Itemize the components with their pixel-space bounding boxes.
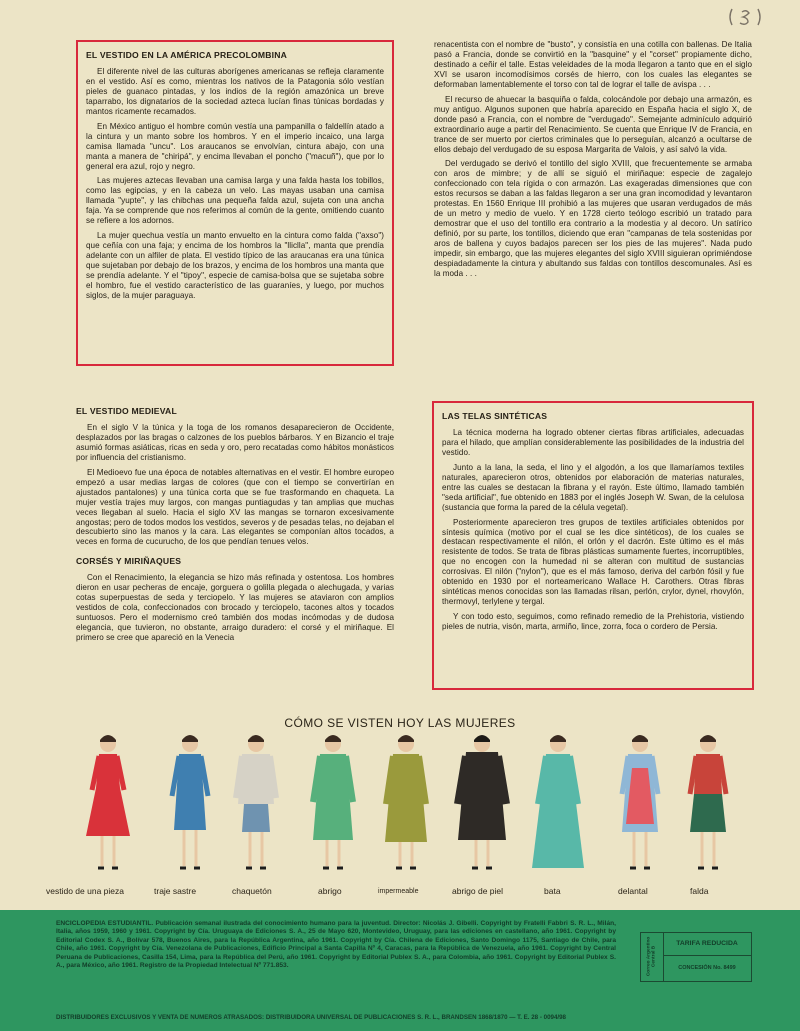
woman-raincoat-illustration <box>378 728 434 878</box>
caption-abrigo: abrigo <box>318 886 342 896</box>
paragraph: El diferente nivel de las culturas aborígenes americanas se refleja claramente en el vestido. Así es como, mientras los nativos de la Patagonia sólo vestían pieles de guanaco pintadas, y los indios de la región amazónica un breve taparrabo, los dignatarios de la sociedad azteca lucían finas túnicas bordadas y mantos ricamente recamados. <box>86 66 384 116</box>
caption-vestido: vestido de una pieza <box>46 886 124 896</box>
fill-dress <box>86 754 130 836</box>
caption-delantal: delantal <box>618 886 648 896</box>
section-precolombina <box>76 40 394 366</box>
concesion-label: CONCESIÓN No. 8499 <box>678 965 736 971</box>
woman-dress-illustration <box>80 728 136 878</box>
postage-stamp-box <box>640 932 752 982</box>
paragraph: La técnica moderna ha logrado obtener ciertas fibras artificiales, adecuadas para el hilado, que amplían considerablemente las posibilidades de la industria del vestido. <box>442 427 744 457</box>
footer-credits: ENCICLOPEDIA ESTUDIANTIL. Publicación semanal ilustrada del conocimiento humano para la juventud. Director: Nicolás J. Gibelli. Copyright by Fratelli Fabbri S. R. L., Milán, Italia, años 1959, 1960 y 1961. Copyright by Cía. Uruguaya de Ediciones S. A., 25 de Mayo 620, Montevideo, Uruguay, para las ediciones en castellano, año 1961. Copyright by Editorial Codex S. A., Bolívar 578, Buenos Aires, para la República Argentina, año 1961. Copyright by Cía. Chilena de Ediciones, Santo Domingo 1175, Santiago de Chile, para Chile, año 1961. Copyright by Cía. Venezolana de Publicaciones, Edificio Principal a Santa Capilla Nº 4, Caracas, para la República de Venezuela, año 1961. Copyright by Central Peruana de Publicaciones, Casilla 154, Lima, para la República del Perú, año 1961. Copyright by Editorial Publex S. A., para Colombia, año 1961. Copyright by Editorial Publex S. A., para México, año 1961. Registro de la Propiedad Intelectual Nº 771.853. <box>56 920 616 970</box>
paragraph: Las mujeres aztecas llevaban una camisa larga y una falda hasta los tobillos, como las egipcias, y en la cabeza un velo. Las mayas usaban una camisa llamada "yupte", y las chibchas una pequeña falda azul, sujeta con una ancha faja. Ya se comprende que nos referimos al común de la gente, omitiendo cuanto se refiere a los adornos. <box>86 176 384 226</box>
stamp-vertical-text: Correo Argentino Central B <box>646 936 657 977</box>
paragraph: Posteriormente aparecieron tres grupos de textiles artificiales obtenidos por síntesis química (motivo por el cual se les dice sintéticos), de los cuales se destacan respectivamente el nilón, el orlón y el dacrón. Este último es el más resistente de todos. Se trata de fibras plásticas sumamente fuertes, incorruptibles, que no encogen con la humedad ni se alteran con multitud de sustancias corrosivas. El nilón ("nylon"), que es el más famoso, deriva del carbón fósil y fue obtenido en 1930 por el norteamericano Wallace H. Carothers. Otras fibras sintéticas menos conocidas son las llamadas rilsan, perlón, crylor, dynel, rhovylón, thermovyl, terlylene y tergal. <box>442 517 744 607</box>
woman-apron-illustration <box>612 728 668 878</box>
page-number-mark <box>726 6 782 28</box>
fashion-illustrations <box>0 728 800 908</box>
caption-traje: traje sastre <box>154 886 197 896</box>
section-medieval <box>76 407 394 643</box>
fill-skirt <box>690 794 726 832</box>
woman-coat-illustration <box>305 728 361 878</box>
paragraph: Y con todo esto, seguimos, como refinado remedio de la Prehistoria, vistiendo pieles de nutria, visón, marta, armiño, lince, zorra, foca o cordero de Persia. <box>442 612 744 632</box>
figures-title: CÓMO SE VISTEN HOY LAS MUJERES <box>284 716 516 730</box>
section-title: EL VESTIDO EN LA AMÉRICA PRECOLOMBINA <box>86 50 288 60</box>
paragraph: La mujer quechua vestía un manto envuelto en la cintura como falda ("axso") que ceñía con una faja; y encima de los hombros la "lliclla", manta que prendía adelante con un alfiler de plata. El vestido típico de las araucanas era una túnica que sujetaban por debajo de los brazos, y encima de los hombros una manta que se prendía adelante. Y el "tipoy", especie de camisa-bolsa que se sujetaba sobre el hombro, fue el vestido característico de las guaraníes, y luego, por muchos siglos, de la mujer paraguaya. <box>86 231 384 300</box>
woman-jacket-illustration <box>228 728 284 878</box>
woman-robe-illustration <box>530 728 586 878</box>
paragraph: En el siglo V la túnica y la toga de los romanos desaparecieron de Occidente, desplazados por las bragas o calzones de los pueblos bárbaros. Y en Bizancio el traje asumió formas asiáticas, ricas en seda y oro, pero recatadas como hábitos monásticos por influencia del cristianismo. <box>76 422 394 462</box>
footer-band <box>0 910 800 1031</box>
woman-fur-coat-illustration <box>452 728 512 878</box>
caption-abrigo-piel: abrigo de piel <box>452 886 504 896</box>
tarifa-label: TARIFA REDUCIDA <box>663 933 751 956</box>
paragraph: Con el Renacimiento, la elegancia se hizo más refinada y ostentosa. Los hombres dieron en usar pecheras de encaje, gorguera o golilla plegada o alechugada, y varias cotas superpuestas de seda y terciopelo. Y las mujeres se ataviaron con amplios vestidos de cola, confeccionados con brocado y terciopelo, tacones altos y tocados suntuosos. Pero el modernismo creó también dos modas incómodas y de dudosa elegancia, que tuvieron, no obstante, arraigo duradero: el corsé y el miriñaque. El primero se cree que apareció en la Venecia <box>76 573 394 643</box>
section-title: EL VESTIDO MEDIEVAL <box>76 406 177 416</box>
footer-distribution: DISTRIBUIDORES EXCLUSIVOS Y VENTA DE NUMEROS ATRASADOS: DISTRIBUIDORA UNIVERSAL DE PUBLICACIONES S. R. L., BRANDSEN 1868/1870 — T. E. 28 - 0094/98 <box>56 1014 566 1021</box>
section-telas-sinteticas <box>432 401 754 690</box>
section-subtitle: CORSÉS Y MIRIÑAQUES <box>76 556 182 567</box>
paragraph: Junto a la lana, la seda, el lino y el algodón, a los que llamaríamos textiles naturales, aparecieron otros, obtenidos por elaboración de materias naturales, entre las cuales se destacan la fibrana y el rayón. Este último, llamado también "seda artificial", fue obtenido en 1883 por el inglés Joseph W. Swan, de la celulosa (sustancia que forma la pared de la célula vegetal). <box>442 462 744 512</box>
woman-skirt-illustration <box>680 728 736 878</box>
caption-chaqueton: chaquetón <box>232 886 272 896</box>
section-renacimiento-cont <box>434 40 752 279</box>
section-title: LAS TELAS SINTÉTICAS <box>442 411 548 421</box>
paragraph: renacentista con el nombre de "busto", y consistía en una cotilla con ballenas. De Italia pasó a Francia, donde se convirtió en la "basquine" y el "corset" propiamente dicho, destinado a ceñir el talle. Estas veleidades de la moda llegaron a tanto que en el siglo XVI se usaron incomodísimos corsés de hierro, con los cuales las elegantes se deformaban lamentablemente el torso con tal de lograr el talle de avispa . . . <box>434 40 752 89</box>
caption-bata: bata <box>544 886 561 896</box>
caption-falda: falda <box>690 886 709 896</box>
page-number-handwritten <box>726 6 782 28</box>
woman-suit-illustration <box>162 728 218 878</box>
stamp-vertical-label <box>641 933 664 981</box>
paragraph: El recurso de ahuecar la basquiña o falda, colocándole por debajo una armazón, es muy antiguo. Algunos suponen que habría aparecido en España hacia el siglo X, de donde pasó a Francia, con el nombre de "verdugado". Semejante adminículo adquirió extraordinario auge a partir del Renacimiento. Se cuenta que Enrique IV de Francia, en trance de ser muerto por ciertos criminales que lo perseguían, alcanzó a ocultarse de ellos debajo del verdugado de su esposa Margarita de Valois, y así salvó la vida. <box>434 94 752 154</box>
caption-impermeable: impermeable <box>378 888 419 895</box>
paragraph: El Medioevo fue una época de notables alternativas en el vestir. El hombre europeo empezó a usar medias largas de colores (que con el tiempo se convertirían en ajustados pantalones) y una túnica corta que se fue trasformando en chaqueta. La mujer vestía trajes muy largos, con mangas puntiagudas y tan amplias que muchas veces llegaban al suelo. Hacia el siglo XV las mangas se tornaron excesivamente angostas; pero de todos modos los vestidos, severos y de pesadas telas, no dejaban el descubierto sino las manos y la cara. Las elegantes se componían altos tocados, a veces en forma de cucurucho, de los que pendían tenues velos. <box>76 467 394 547</box>
paragraph: En México antiguo el hombre común vestía una pampanilla o faldellín atado a la cintura y un manto sobre los hombros. Y en el imperio incaico, una larga camisa llamada "uncu". Los araucanos se envolvían, cintura abajo, con una manta a manera de "chiripá", y encima llevaban el poncho ("macuñ"), que por lo general era azul, rojo y negro. <box>86 121 384 171</box>
fill-robe <box>532 754 584 868</box>
paragraph: Del verdugado se derivó el tontillo del siglo XVIII, que frecuentemente se armaba con aros de mimbre; y de allí se siguió el miriñaque: especie de zagalejo confeccionado con tela rígida o con armazón. Las exageradas dimensiones que con estos recursos se daban a las faldas llegaron a ser una gran incomodidad y levantaron protestas. En 1560 Enrique III prohibió a las mujeres que usaran verdugados de más de un metro y medio de vuelo. Y en 1728 cierto teólogo escribió un tratado para demostrar que el uso del tontillo era contrario a la modestia y al decoro. Un satírico definió, por su parte, los tontillos, diciendo que eran "campanas de tela sostenidas por aros de ballena y cuyos badajos parecen ser los pies de las mujeres". Nada pudo impedir, sin embargo, que las mujeres elegantes del siglo XVIII siguieran oprimiéndose despiadadamente la cintura y abultando sus faldas con tontillos descomunales. Así es la moda . . . <box>434 159 752 278</box>
